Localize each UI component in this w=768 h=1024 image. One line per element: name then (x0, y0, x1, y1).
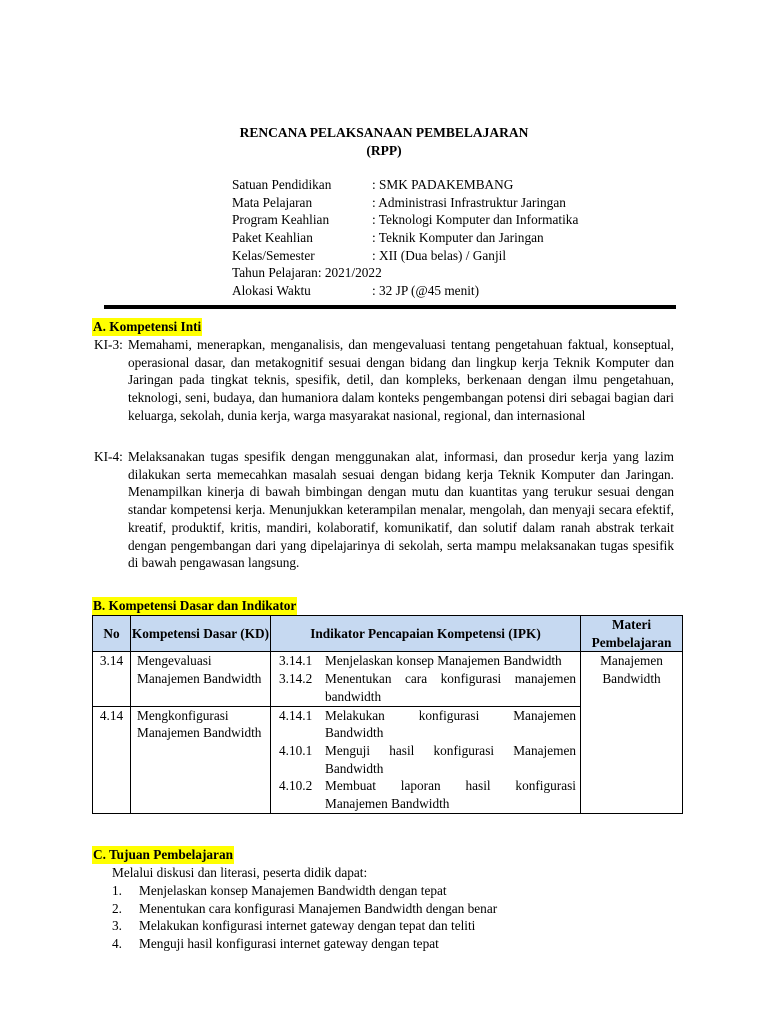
ki4-paragraph (94, 448, 674, 572)
ipk-number: 4.14.1 (279, 707, 313, 723)
list-text: Melakukan konfigurasi internet gateway dengan tepat dan teliti (139, 918, 476, 934)
list-number: 4. (112, 936, 122, 952)
ipk-number: 4.10.2 (279, 778, 313, 794)
tujuan-list (112, 882, 497, 953)
identity-value: : Teknologi Komputer dan Informatika (372, 212, 579, 228)
ipk-number: 3.14.1 (279, 653, 313, 669)
section-b-heading: B. Kompetensi Dasar dan Indikator (93, 598, 297, 613)
tujuan-intro: Melalui diskusi dan literasi, peserta didik dapat: (112, 865, 368, 880)
ipk-text: Melakukan konfigurasi Manajemen Bandwidth (325, 707, 576, 741)
list-text: Menguji hasil konfigurasi internet gateway dengan tepat (139, 936, 439, 952)
list-text: Menjelaskan konsep Manajemen Bandwidth dengan tepat (139, 883, 447, 898)
row-kd: Mengkonfigurasi Manajemen Bandwidth (131, 706, 271, 813)
document-subtitle: (RPP) (366, 143, 402, 158)
ki4-label: KI-4: (94, 449, 123, 464)
row-ipk-cell (271, 706, 581, 813)
identity-label: Paket Keahlian (232, 230, 313, 246)
identity-label: Mata Pelajaran (232, 194, 313, 210)
competency-table (92, 615, 683, 814)
ipk-item (271, 707, 580, 742)
list-item (112, 935, 497, 953)
identity-label: Tahun Pelajaran: 2021/2022 (232, 265, 382, 281)
divider-rule (104, 305, 676, 309)
identity-value: : SMK PADAKEMBANG (372, 177, 514, 192)
ipk-item (271, 670, 580, 705)
document-title: RENCANA PELAKSANAAN PEMBELAJARAN (239, 125, 529, 140)
identity-value: : Administrasi Infrastruktur Jaringan (372, 194, 566, 210)
identity-label: Alokasi Waktu (232, 283, 311, 299)
ipk-text: Menjelaskan konsep Manajemen Bandwidth (325, 653, 562, 669)
identity-label: Program Keahlian (232, 212, 330, 228)
ki3-paragraph (94, 336, 674, 425)
ipk-item (271, 742, 580, 777)
list-text: Menentukan cara konfigurasi Manajemen Bandwidth dengan benar (139, 900, 498, 916)
ipk-text: Menentukan cara konfigurasi manajemen bandwidth (325, 671, 576, 704)
ipk-text: Membuat laporan hasil konfigurasi Manajemen Bandwidth (325, 778, 576, 812)
ipk-number: 3.14.2 (279, 671, 313, 687)
list-number: 2. (112, 900, 122, 916)
row-ipk-cell (271, 652, 581, 706)
list-number: 3. (112, 918, 122, 934)
column-header-no: No (93, 616, 131, 652)
ipk-item (271, 777, 580, 812)
ipk-number: 4.10.1 (279, 742, 313, 758)
ki3-label: KI-3: (94, 337, 123, 352)
ipk-text: Menguji hasil konfigurasi Manajemen Bandwidth (325, 742, 576, 776)
list-number: 1. (112, 883, 122, 898)
identity-value: : 32 JP (@45 menit) (372, 283, 480, 299)
list-item (112, 917, 497, 935)
identity-value: : XII (Dua belas) / Ganjil (372, 247, 507, 263)
column-header-ipk: Indikator Pencapaian Kompetensi (IPK) (271, 616, 581, 652)
identity-label: Kelas/Semester (232, 247, 315, 263)
ki4-text: Melaksanakan tugas spesifik dengan menggunakan alat, informasi, dan prosedur kerja yang lazim dilakukan serta memecahkan masalah sesuai dengan bidang kerja Teknik Komputer dan Jaringan. Menampilkan kinerja di bawah bimbingan dengan mutu dan kuantitas yang terukur sesuai dengan standar kompetensi kerja. Menunjukkan keterampilan menalar, mengolah, dan menyaji secara efektif, kreatif, produktif, kritis, mandiri, kolaboratif, komunikatif, dan solutif dalam ranah abstrak terkait dengan pengembangan dari yang dipelajarinya di sekolah, serta mampu melaksanakan tugas spesifik di bawah pengawasan langsung. (128, 449, 674, 571)
ipk-item (271, 652, 580, 670)
table-row (93, 652, 683, 706)
column-header-materi: Materi Pembelajaran (581, 616, 683, 652)
list-item (112, 882, 497, 900)
materi-cell: Manajemen Bandwidth (581, 652, 683, 813)
ki3-text: Memahami, menerapkan, menganalisis, dan mengevaluasi tentang pengetahuan faktual, konseptual, operasional dasar, dan metakognitif sesuai dengan bidang dan lingkup kerja Teknik Komputer dan Jaringan pada tingkat teknis, spesifik, detil, dan kompleks, berkenaan dengan ilmu pengetahuan, teknologi, seni, budaya, dan humaniora dalam konteks pengembangan potensi diri sebagai bagian dari keluarga, sekolah, dunia kerja, warga masyarakat nasional, regional, dan internasional (128, 337, 674, 423)
row-number: 3.14 (93, 652, 131, 706)
column-header-kd: Kompetensi Dasar (KD) (131, 616, 271, 652)
identity-value: : Teknik Komputer dan Jaringan (372, 230, 544, 246)
row-kd: Mengevaluasi Manajemen Bandwidth (131, 652, 271, 706)
table-header-row (93, 616, 683, 652)
identity-label: Satuan Pendidikan (232, 177, 332, 192)
section-c-heading: C. Tujuan Pembelajaran (93, 847, 234, 862)
row-number: 4.14 (93, 706, 131, 813)
list-item (112, 900, 497, 918)
section-a-heading: A. Kompetensi Inti (93, 319, 202, 334)
